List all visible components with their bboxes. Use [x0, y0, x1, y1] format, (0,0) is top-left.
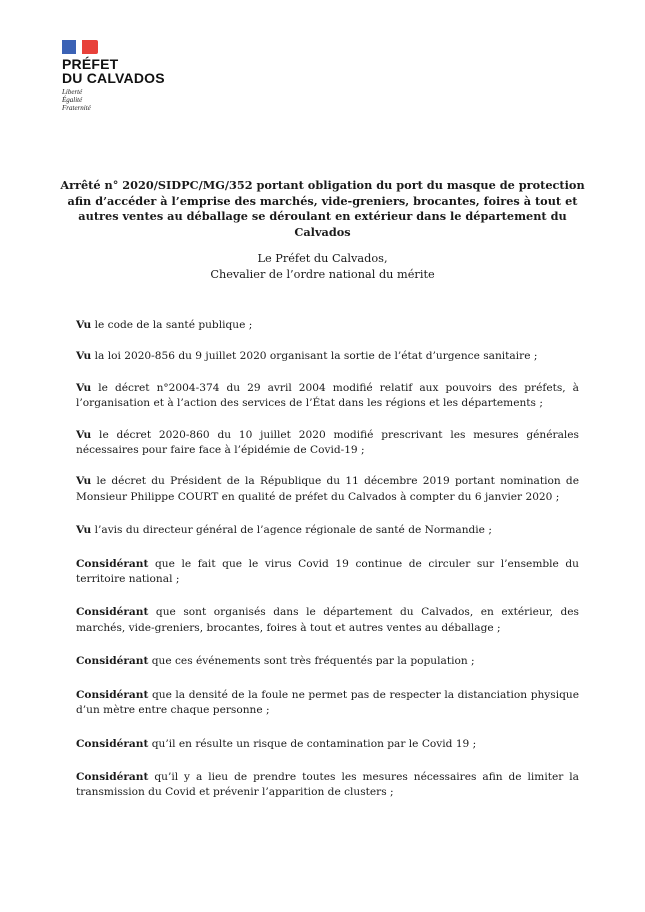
signatory-distinction: Chevalier de l’ordre national du mérite: [210, 267, 435, 281]
paragraph-lead: Vu: [76, 475, 92, 488]
paragraph-text: le décret n°2004-374 du 29 avril 2004 modifié relatif aux pouvoirs des préfets, à l’organisation et à l’action des services de l’État dans les régions et les départements ;: [76, 381, 579, 410]
paragraph-text: le code de la santé publique ;: [91, 319, 253, 331]
flag-blue-stripe: [62, 40, 76, 54]
paragraph-text: le décret du Président de la République du 11 décembre 2019 portant nomination de Monsieur Philippe COURT en qualité de préfet du Calvados à compter du 6 janvier 2020 ;: [76, 475, 579, 503]
paragraph-lead: Vu: [76, 428, 92, 441]
paragraph-lead: Considérant: [76, 606, 149, 619]
paragraph-lead: Considérant: [76, 655, 149, 668]
signatory-name: Le Préfet du Calvados,: [257, 252, 388, 265]
decree-paragraph: [76, 318, 579, 333]
decree-paragraph: [76, 654, 579, 669]
decree-paragraph: [76, 770, 579, 801]
paragraph-text: que la densité de la foule ne permet pas de respecter la distanciation physique d’un mètre entre chaque personne ;: [76, 688, 579, 717]
decree-body: [76, 318, 579, 801]
flag-red-stripe: [82, 40, 98, 54]
paragraph-text: que sont organisés dans le département du Calvados, en extérieur, des marchés, vide-greniers, brocantes, foires à tout et autres ventes au déballage ;: [76, 606, 579, 634]
decree-paragraph: [76, 428, 579, 459]
paragraph-lead: Considérant: [76, 557, 149, 570]
decree-title: Arrêté n° 2020/SIDPC/MG/352 portant obligation du port du masque de protection afin d’accéder à l’emprise des marchés, vide-greniers, brocantes, foires à tout et autres ventes au déballage se déroulant en extérieur dans le département du Calvados: [60, 178, 585, 239]
decree-paragraph: [76, 688, 579, 719]
marianne-flag-icon: [62, 40, 98, 54]
paragraph-text: la loi 2020-856 du 9 juillet 2020 organisant la sortie de l’état d’urgence sanitaire ;: [91, 350, 538, 363]
decree-paragraph: [76, 605, 579, 636]
motto-fraternite: Fraternité: [62, 104, 91, 112]
paragraph-text: le décret 2020-860 du 10 juillet 2020 modifié prescrivant les mesures générales nécessaires pour faire face à l’épidémie de Covid-19 ;: [76, 428, 579, 457]
logo-prefet: PRÉFET: [62, 56, 119, 72]
paragraph-text: l’avis du directeur général de l’agence régionale de santé de Normandie ;: [91, 524, 492, 537]
paragraph-lead: Considérant: [76, 770, 149, 783]
paragraph-text: qu’il en résulte un risque de contamination par le Covid 19 ;: [148, 737, 477, 750]
decree-paragraph: [76, 523, 579, 538]
decree-paragraph: [76, 557, 579, 588]
paragraph-lead: Vu: [76, 319, 92, 331]
paragraph-lead: Vu: [76, 524, 92, 537]
decree-paragraph: [76, 349, 579, 364]
signatory-block: [60, 251, 585, 282]
paragraph-text: qu’il y a lieu de prendre toutes les mesures nécessaires afin de limiter la transmission du Covid et prévenir l’apparition de clusters ;: [76, 770, 579, 799]
republic-motto: [62, 88, 165, 112]
decree-paragraph: [76, 737, 579, 752]
logo-calvados: DU CALVADOS: [62, 70, 165, 86]
motto-egalite: Égalité: [62, 96, 83, 104]
paragraph-lead: Vu: [76, 381, 92, 394]
paragraph-lead: Considérant: [76, 737, 149, 750]
paragraph-text: que le fait que le virus Covid 19 continue de circuler sur l’ensemble du territoire national ;: [76, 557, 579, 586]
decree-paragraph: [76, 381, 579, 412]
paragraph-lead: Vu: [76, 350, 92, 363]
motto-liberte: Liberté: [62, 88, 83, 96]
paragraph-lead: Considérant: [76, 688, 149, 701]
paragraph-text: que ces événements sont très fréquentés par la population ;: [148, 655, 475, 668]
decree-paragraph: [76, 474, 579, 505]
prefecture-logo: [62, 40, 165, 112]
